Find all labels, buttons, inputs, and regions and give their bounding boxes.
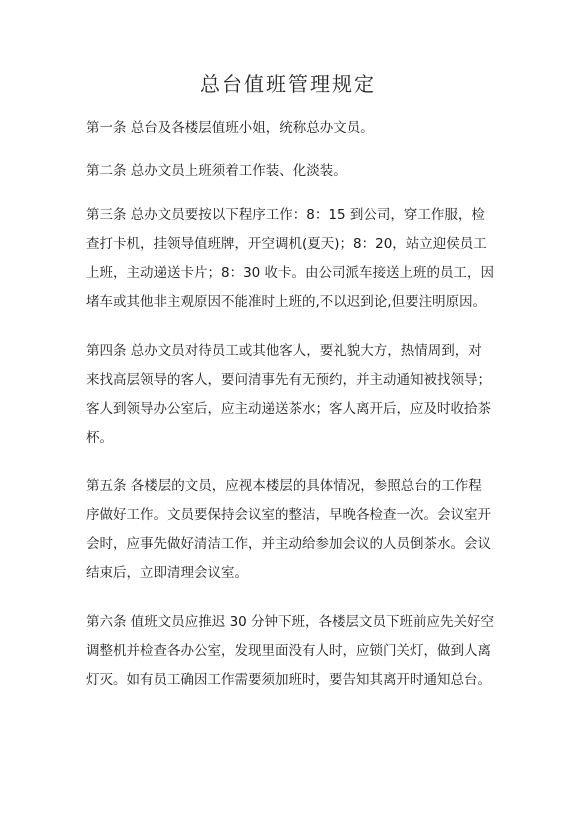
article-6 [86, 608, 506, 695]
article-line: 第二条 总办文员上班须着工作装、化淡装。 [86, 163, 347, 179]
article-line: 来找高层领导的客人，要问清事先有无预约，并主动通知被找领导； [86, 372, 491, 388]
article-line: 会时，应事先做好清洁工作，并主动给参加会议的人员倒茶水。会议 [86, 536, 491, 552]
article-line: 杯。 [86, 430, 113, 446]
article-line: 第一条 总台及各楼层值班小姐，统称总办文员。 [86, 120, 374, 136]
article-line: 第三条 总办文员要按以下程序工作：8：15 到公司，穿工作服，检 [86, 207, 485, 223]
article-line: 第四条 总办文员对待员工或其他客人，要礼貌大方，热情周到，对 [86, 343, 482, 359]
article-line: 序做好工作。文员要保持会议室的整洁，早晚各检查一次。会议室开 [86, 507, 491, 523]
article-1 [86, 114, 506, 143]
article-line: 上班，主动递送卡片；8：30 收卡。由公司派车接送上班的员工，因 [86, 265, 495, 281]
article-3 [86, 201, 506, 317]
article-line: 结束后，立即清理会议室。 [86, 565, 248, 581]
article-5 [86, 472, 506, 588]
article-line: 调整机并检查各办公室，发现里面没有人时，应锁门关灯，做到人离 [86, 643, 491, 659]
document-title: 总台值班管理规定 [200, 72, 376, 96]
article-4 [86, 337, 506, 453]
article-line: 查打卡机，挂领导值班牌，开空调机(夏天)；8：20，站立迎侯员工 [86, 236, 487, 252]
article-line: 第五条 各楼层的文员，应视本楼层的具体情况，参照总台的工作程 [86, 478, 482, 494]
article-line: 灯灭。如有员工确因工作需要须加班时，要告知其离开时通知总台。 [86, 672, 491, 688]
article-line: 堵车或其他非主观原因不能准时上班的,不以迟到论,但要注明原因。 [86, 294, 487, 310]
article-line: 第六条 值班文员应推迟 30 分钟下班，各楼层文员下班前应先关好空 [86, 614, 495, 630]
article-line: 客人到领导办公室后，应主动递送茶水；客人离开后，应及时收拾茶 [86, 401, 491, 417]
article-2 [86, 157, 506, 186]
